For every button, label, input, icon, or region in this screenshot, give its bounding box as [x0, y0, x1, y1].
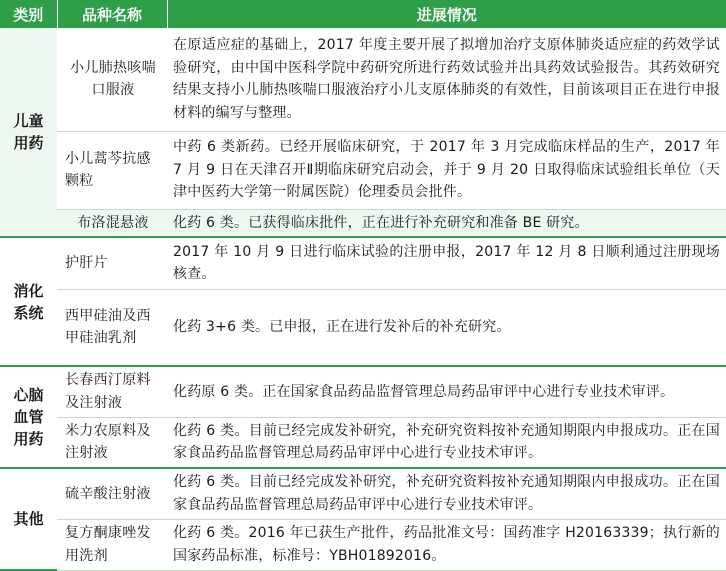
table-row [0, 366, 726, 417]
progress-cell: 在原适应症的基础上，2017 年度主要开展了拟增加治疗支原体肺炎适应症的药效学试验研究，由中国中医科学院中药研究所进行药效试验并出具药效试验报告。其药效研究结果支持小儿肺热咳喘口服液治疗小儿支原体肺炎的有效性，目前该项目正在进行申报材料的编写与整理。 [167, 28, 726, 131]
table-row [0, 237, 726, 289]
table-row [0, 209, 726, 237]
drug-name-cell: 长春西汀原料及注射液 [57, 366, 167, 417]
table-row [0, 289, 726, 366]
category-cell-cardio [0, 366, 57, 468]
table-row [0, 417, 726, 468]
progress-cell: 化药 6 类。目前已经完成发补研究，补充研究资料按补充通知期限内申报成功。正在国家食品药品监督管理总局药品审评中心进行专业技术审评。 [167, 468, 726, 519]
drug-name-cell: 护肝片 [57, 237, 167, 289]
table-header-row [0, 0, 726, 28]
category-label-line: 用药 [13, 430, 44, 448]
drug-name-cell: 小儿肺热咳喘口服液 [57, 28, 167, 131]
table-row [0, 28, 726, 131]
category-label-line: 儿童 [13, 112, 44, 130]
header-category: 类别 [0, 0, 57, 28]
drug-name-cell: 复方酮康唑发用洗剂 [57, 519, 167, 570]
progress-cell: 化药 6 类。目前已经完成发补研究，补充研究资料按补充通知期限内申报成功。正在国家食品药品监督管理总局药品审评中心进行专业技术审评。 [167, 417, 726, 468]
header-name: 品种名称 [57, 0, 167, 28]
category-cell-digestive [0, 237, 57, 366]
drug-name-cell: 米力农原料及注射液 [57, 417, 167, 468]
table-row [0, 468, 726, 519]
progress-cell: 化药 6 类。已获得临床批件，正在进行补充研究和准备 BE 研究。 [167, 209, 726, 237]
progress-cell: 化药原 6 类。正在国家食品药品监督管理总局药品审评中心进行专业技术审评。 [167, 366, 726, 417]
table-row [0, 131, 726, 209]
category-label-line: 血管 [13, 408, 44, 426]
drug-name-cell: 西甲硅油及西甲硅油乳剂 [57, 289, 167, 366]
category-label-line: 系统 [13, 303, 44, 322]
drug-name-cell: 硫辛酸注射液 [57, 468, 167, 519]
drug-name-cell: 小儿蒿芩抗感颗粒 [57, 131, 167, 209]
table-row [0, 519, 726, 570]
header-progress: 进展情况 [167, 0, 726, 28]
drug-name-cell: 布洛混悬液 [57, 209, 167, 237]
category-label-line: 用药 [13, 134, 44, 152]
progress-cell: 化药 3+6 类。已申报，正在进行发补后的补充研究。 [167, 289, 726, 366]
category-cell-other [0, 468, 57, 570]
progress-cell: 化药 6 类。2016 年已获生产批件，药品批准文号：国药准字 H20163339；执行新的国家药品标准，标准号：YBH01892016。 [167, 519, 726, 570]
progress-cell: 2017 年 10 月 9 日进行临床试验的注册申报，2017 年 12 月 8 日顺利通过注册现场核查。 [167, 237, 726, 289]
category-cell-children [0, 28, 57, 237]
progress-cell: 中药 6 类新药。已经开展临床研究，于 2017 年 3 月完成临床样品的生产，2017 年 7 月 9 日在天津召开Ⅱ期临床研究启动会，并于 9 月 20 日取得临床试验组长单位（天津中医药大学第一附属医院）伦理委员会批件。 [167, 131, 726, 209]
category-label-line: 其他 [13, 510, 44, 528]
category-label-line: 消化 [13, 281, 44, 300]
category-label-line: 心脑 [13, 386, 44, 404]
